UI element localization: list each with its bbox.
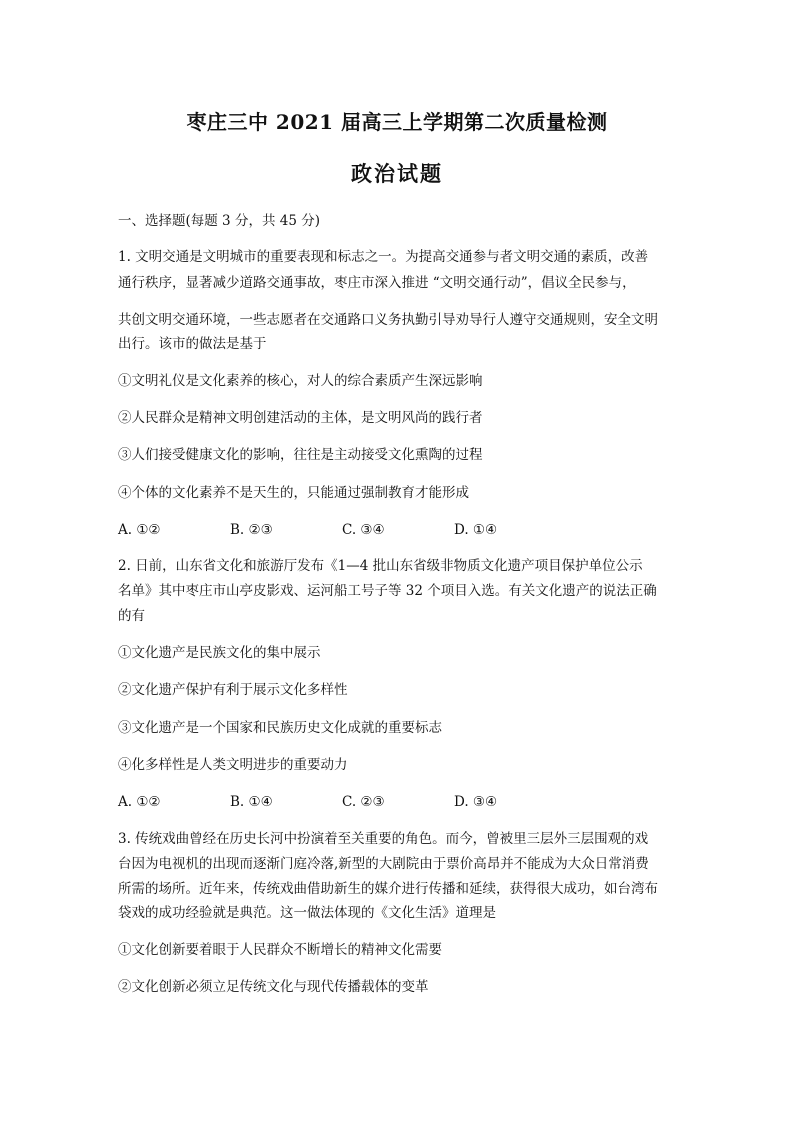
q3-stem-line-1: 3. 传统戏曲曾经在历史长河中扮演着至关重要的角色。而今，曾被里三层外三层围观的戏 <box>118 831 649 847</box>
q1-option-d: D. ①④ <box>454 522 498 538</box>
document-title: 枣庄三中 2021 届高三上学期第二次质量检测 <box>186 110 608 134</box>
q2-statement-2: ②文化遗产保护有利于展示文化多样性 <box>118 682 348 698</box>
section-heading: 一、选择题(每题 3 分，共 45 分) <box>118 213 320 229</box>
q2-stem-line-2: 名单》其中枣庄市山亭皮影戏、运河船工号子等 32 个项目入选。有关文化遗产的说法正确 <box>118 583 657 599</box>
q1-statement-2: ②人民群众是精神文明创建活动的主体，是文明风尚的践行者 <box>118 410 483 426</box>
q3-stem-line-3: 所需的场所。近年来，传统戏曲借助新生的媒介进行传播和延续，获得很大成功，如台湾布 <box>118 881 658 897</box>
q1-option-c: C. ③④ <box>342 522 385 538</box>
q2-option-b: B. ①④ <box>230 794 273 810</box>
q3-stem-line-4: 袋戏的成功经验就是典范。这一做法体现的《文化生活》道理是 <box>118 905 496 921</box>
q2-option-d: D. ③④ <box>454 794 498 810</box>
q1-stem-line-1: 1. 文明交通是文明城市的重要表现和标志之一。为提高交通参与者文明交通的素质，改善 <box>118 249 649 265</box>
q1-statement-1: ①文明礼仪是文化素养的核心，对人的综合素质产生深远影响 <box>118 373 483 389</box>
q2-option-c: C. ②③ <box>342 794 385 810</box>
q2-stem-line-1: 2. 日前，山东省文化和旅游厅发布《1—4 批山东省级非物质文化遗产项目保护单位公示 <box>118 558 643 574</box>
q1-statement-4: ④个体的文化素养不是天生的，只能通过强制教育才能形成 <box>118 485 469 501</box>
q1-option-a: A. ①② <box>118 522 161 538</box>
q2-statement-3: ③文化遗产是一个国家和民族历史文化成就的重要标志 <box>118 720 442 736</box>
q1-option-b: B. ②③ <box>230 522 273 538</box>
q2-option-a: A. ①② <box>118 794 161 810</box>
q3-stem-line-2: 台因为电视机的出现而逐渐门庭冷落,新型的大剧院由于票价高昂并不能成为大众日常消费 <box>118 856 649 872</box>
q3-statement-2: ②文化创新必须立足传统文化与现代传播载体的变革 <box>118 979 429 995</box>
q1-statement-3: ③人们接受健康文化的影响，往往是主动接受文化熏陶的过程 <box>118 447 483 463</box>
q1-stem-line-3: 共创文明交通环境，一些志愿者在交通路口义务执勤引导劝导行人遵守交通规则，安全文明 <box>118 312 658 328</box>
q3-statement-1: ①文化创新要着眼于人民群众不断增长的精神文化需要 <box>118 942 442 958</box>
q1-stem-line-4: 出行。该市的做法是基于 <box>118 336 267 352</box>
q1-stem-line-2: 通行秩序，显著减少道路交通事故，枣庄市深入推进 “文明交通行动”，倡议全民参与， <box>118 275 636 291</box>
q2-statement-1: ①文化遗产是民族文化的集中展示 <box>118 645 321 661</box>
document-subtitle: 政治试题 <box>351 161 443 186</box>
q2-statement-4: ④化多样性是人类文明进步的重要动力 <box>118 757 348 773</box>
q2-stem-line-3: 的有 <box>118 608 145 624</box>
